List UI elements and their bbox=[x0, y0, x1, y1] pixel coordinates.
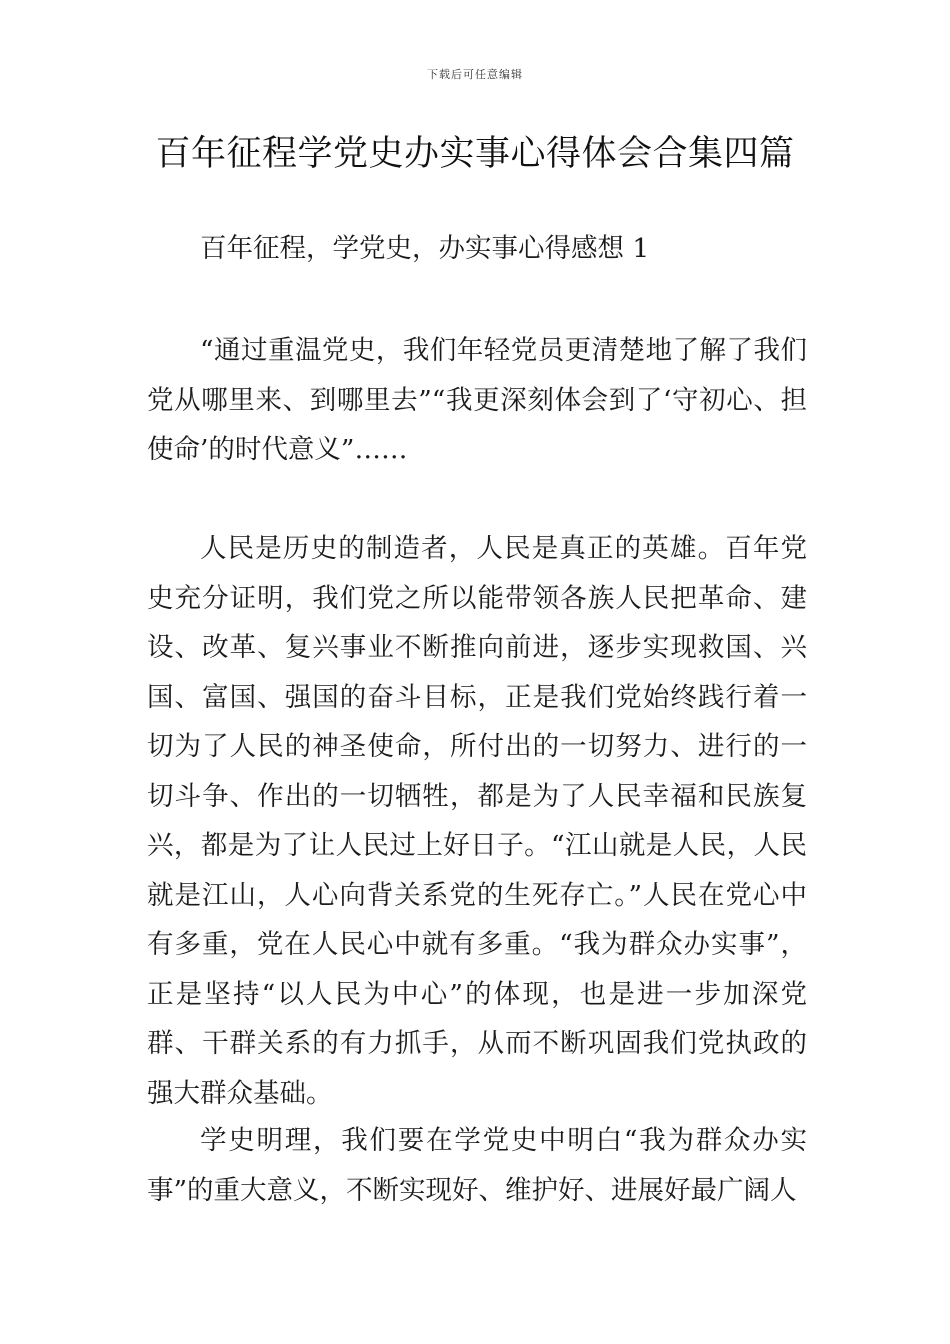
header-note: 下载后可任意编辑 bbox=[427, 68, 523, 81]
document-title: 百年征程学党史办实事心得体会合集四篇 bbox=[155, 134, 795, 174]
paragraph-learn-history: 学史明理，我们要在学党史中明白“我为群众办实事”的重大意义，不断实现好、维护好、进展好最广阔人 bbox=[147, 1125, 807, 1206]
paragraph-people-history: 人民是历史的制造者，人民是真正的英雄。百年党史充分证明，我们党之所以能带领各族人民把革命、建设、改革、复兴事业不断推向前进，逐步实现救国、兴国、富国、强国的奋斗目标，正是我们党始终践行着一切为了人民的神圣使命，所付出的一切努力、进行的一切斗争、作出的一切牺牲，都是为了人民幸福和民族复兴，都是为了让人民过上好日子。“江山就是人民，人民就是江山，人心向背关系党的生死存亡。”人民在党心中有多重，党在人民心中就有多重。“我为群众办实事”，正是坚持“以人民为中心”的体现，也是进一步加深党群、干群关系的有力抓手，从而不断巩固我们党执政的强大群众基础。 bbox=[147, 533, 807, 1109]
paragraph-quote: “通过重温党史，我们年轻党员更清楚地了解了我们党从哪里来、到哪里去”“我更深刻体会到了‘守初心、担使命’的时代意义”…… bbox=[147, 335, 807, 465]
section-subtitle: 百年征程，学党史，办实事心得感想 1 bbox=[200, 233, 650, 264]
